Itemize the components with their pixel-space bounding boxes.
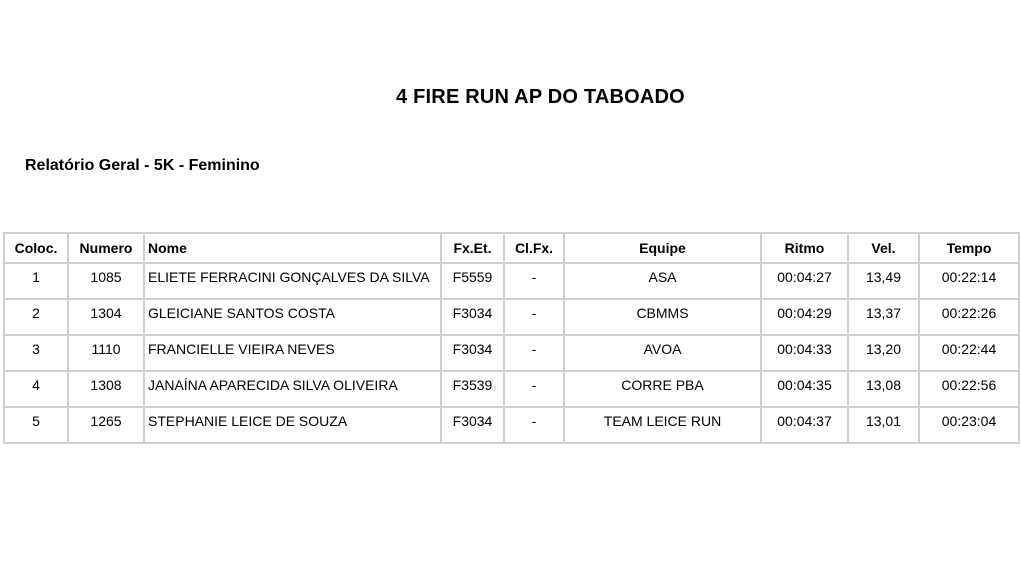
cell-clfx: - — [505, 408, 565, 444]
cell-nome: STEPHANIE LEICE DE SOUZA — [145, 408, 442, 444]
cell-tempo: 00:22:44 — [920, 336, 1020, 372]
cell-coloc: 1 — [5, 264, 69, 300]
col-header-fxet: Fx.Et. — [442, 234, 505, 264]
cell-ritmo: 00:04:37 — [762, 408, 849, 444]
cell-coloc: 5 — [5, 408, 69, 444]
table-row — [5, 264, 1020, 300]
cell-vel: 13,49 — [849, 264, 920, 300]
cell-equipe: CBMMS — [565, 300, 762, 336]
col-header-coloc: Coloc. — [5, 234, 69, 264]
cell-coloc: 3 — [5, 336, 69, 372]
cell-fxet: F3034 — [442, 300, 505, 336]
cell-tempo: 00:22:26 — [920, 300, 1020, 336]
cell-clfx: - — [505, 336, 565, 372]
cell-ritmo: 00:04:33 — [762, 336, 849, 372]
table-row — [5, 408, 1020, 444]
col-header-tempo: Tempo — [920, 234, 1020, 264]
cell-equipe: TEAM LEICE RUN — [565, 408, 762, 444]
cell-tempo: 00:22:56 — [920, 372, 1020, 408]
cell-numero: 1110 — [69, 336, 145, 372]
table-header-row — [5, 234, 1020, 264]
col-header-clfx: Cl.Fx. — [505, 234, 565, 264]
cell-vel: 13,01 — [849, 408, 920, 444]
col-header-numero: Numero — [69, 234, 145, 264]
cell-nome: JANAÍNA APARECIDA SILVA OLIVEIRA — [145, 372, 442, 408]
cell-clfx: - — [505, 372, 565, 408]
cell-numero: 1085 — [69, 264, 145, 300]
cell-numero: 1304 — [69, 300, 145, 336]
col-header-vel: Vel. — [849, 234, 920, 264]
page-title: 4 FIRE RUN AP DO TABOADO — [396, 86, 685, 108]
cell-numero: 1265 — [69, 408, 145, 444]
cell-vel: 13,08 — [849, 372, 920, 408]
cell-ritmo: 00:04:27 — [762, 264, 849, 300]
cell-tempo: 00:23:04 — [920, 408, 1020, 444]
table-row — [5, 372, 1020, 408]
cell-ritmo: 00:04:29 — [762, 300, 849, 336]
table-row — [5, 300, 1020, 336]
cell-ritmo: 00:04:35 — [762, 372, 849, 408]
cell-coloc: 2 — [5, 300, 69, 336]
cell-vel: 13,20 — [849, 336, 920, 372]
cell-clfx: - — [505, 300, 565, 336]
cell-clfx: - — [505, 264, 565, 300]
table-row — [5, 336, 1020, 372]
cell-nome: FRANCIELLE VIEIRA NEVES — [145, 336, 442, 372]
cell-equipe: ASA — [565, 264, 762, 300]
cell-numero: 1308 — [69, 372, 145, 408]
cell-fxet: F3034 — [442, 336, 505, 372]
cell-fxet: F5559 — [442, 264, 505, 300]
col-header-equipe: Equipe — [565, 234, 762, 264]
cell-nome: GLEICIANE SANTOS COSTA — [145, 300, 442, 336]
cell-tempo: 00:22:14 — [920, 264, 1020, 300]
cell-equipe: CORRE PBA — [565, 372, 762, 408]
col-header-nome: Nome — [145, 234, 442, 264]
cell-fxet: F3034 — [442, 408, 505, 444]
cell-equipe: AVOA — [565, 336, 762, 372]
cell-fxet: F3539 — [442, 372, 505, 408]
cell-vel: 13,37 — [849, 300, 920, 336]
col-header-ritmo: Ritmo — [762, 234, 849, 264]
cell-nome: ELIETE FERRACINI GONÇALVES DA SILVA — [145, 264, 442, 300]
results-table — [3, 232, 1020, 444]
cell-coloc: 4 — [5, 372, 69, 408]
report-subtitle: Relatório Geral - 5K - Feminino — [25, 157, 260, 174]
